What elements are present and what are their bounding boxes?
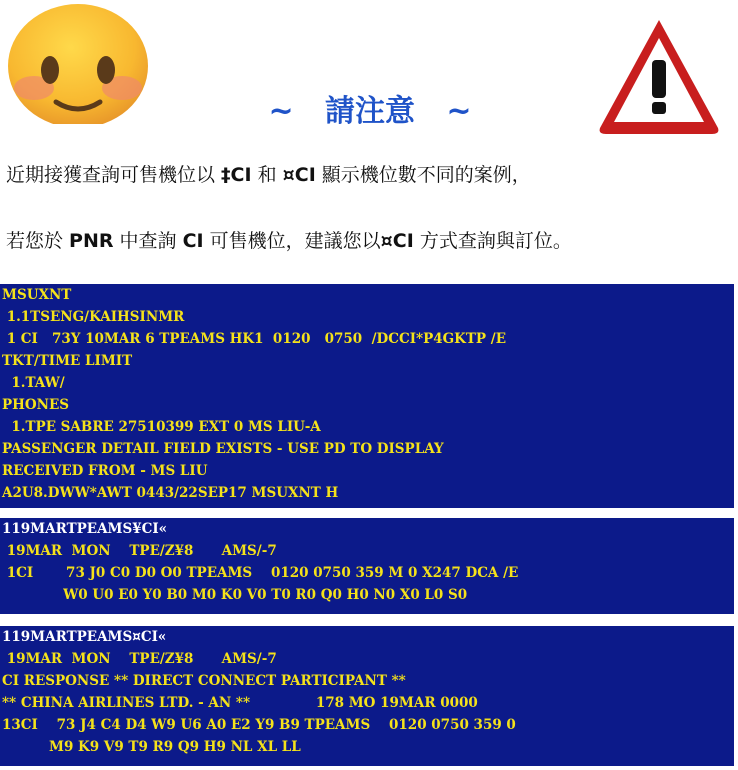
smiley-emoji-icon (4, 4, 150, 124)
command-code: ¤CI (380, 230, 414, 252)
terminal-line: 119MARTPEAMS¤CI« (2, 629, 167, 645)
notice-line-1 (6, 160, 531, 187)
command-code: ¤CI (282, 164, 316, 186)
notice-text: 可售機位，建議您以 (203, 230, 381, 252)
terminal-availability-panel-1 (0, 518, 734, 614)
terminal-line: M9 K9 V9 T9 R9 Q9 H9 NL XL LL (2, 739, 301, 755)
terminal-line: 13CI 73 J4 C4 D4 W9 U6 A0 E2 Y9 B9 TPEAMS 0120 0750 359 0 (2, 717, 516, 733)
terminal-line: TKT/TIME LIMIT (2, 353, 133, 369)
terminal-line: 1.1TSENG/KAIHSINMR (2, 309, 185, 325)
terminal-line: 19MAR MON TPE/Z¥8 AMS/-7 (2, 651, 277, 667)
terminal-line: 1.TPE SABRE 27510399 EXT 0 MS LIU-A (2, 419, 321, 435)
terminal-line: RECEIVED FROM - MS LIU (2, 463, 208, 479)
terminal-line: 1.TAW/ (2, 375, 65, 391)
notice-text: 近期接獲查詢可售機位以 (6, 164, 222, 186)
terminal-line: PASSENGER DETAIL FIELD EXISTS - USE PD TO DISPLAY (2, 441, 444, 457)
terminal-pnr-panel (0, 284, 734, 508)
notice-text: 若您於 (6, 230, 70, 252)
terminal-line: W0 U0 E0 Y0 B0 M0 K0 V0 T0 R0 Q0 H0 N0 X0 L0 S0 (2, 587, 468, 603)
notice-text: 顯示機位數不同的案例， (315, 164, 531, 186)
warning-triangle-icon (596, 14, 722, 138)
keyword: CI (182, 230, 204, 252)
terminal-line: 19MAR MON TPE/Z¥8 AMS/-7 (2, 543, 277, 559)
terminal-availability-panel-2 (0, 626, 734, 766)
notice-text: 方式查詢與訂位。 (413, 230, 572, 252)
terminal-line: A2U8.DWW*AWT 0443/22SEP17 MSUXNT H (2, 485, 339, 501)
terminal-line: 119MARTPEAMS¥CI« (2, 521, 168, 537)
command-code: ‡CI (221, 164, 252, 186)
terminal-line: CI RESPONSE ** DIRECT CONNECT PARTICIPANT ** (2, 673, 406, 689)
notice-text: 中查詢 (113, 230, 183, 252)
terminal-line: MSUXNT (2, 287, 72, 303)
keyword: PNR (69, 230, 114, 252)
terminal-line: 1CI 73 J0 C0 D0 O0 TPEAMS 0120 0750 359 M 0 X247 DCA /E (2, 565, 519, 581)
terminal-line: ** CHINA AIRLINES LTD. - AN ** 178 MO 19MAR 0000 (2, 695, 478, 711)
terminal-line: PHONES (2, 397, 70, 413)
page-title: ~ 請注意 ~ (268, 94, 472, 129)
notice-line-2 (6, 226, 572, 253)
terminal-line: 1 CI 73Y 10MAR 6 TPEAMS HK1 0120 0750 /DCCI*P4GKTP /E (2, 331, 507, 347)
notice-text: 和 (251, 164, 283, 186)
